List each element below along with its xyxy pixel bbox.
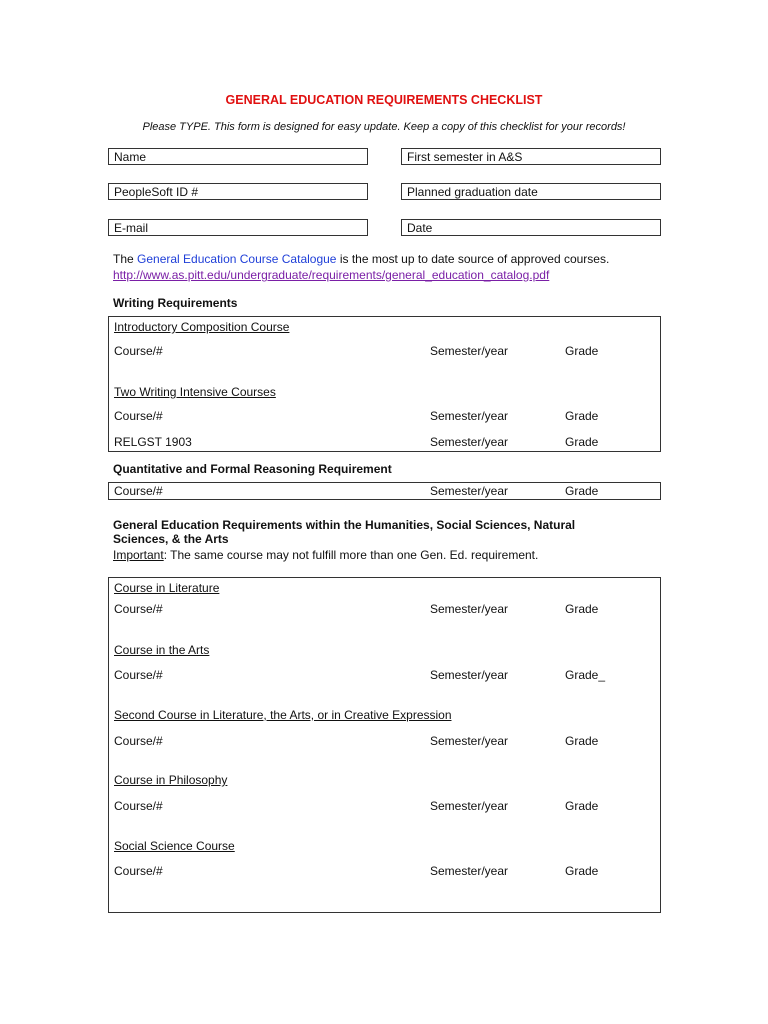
course-label: Course/#: [114, 602, 163, 616]
important-text: : The same course may not fulfill more than one Gen. Ed. requirement.: [163, 548, 539, 562]
email-field[interactable]: E-mail: [108, 219, 368, 236]
course-label: Course/#: [114, 409, 163, 423]
grade-label: Grade: [565, 344, 599, 358]
catalogue-note: [113, 252, 673, 266]
first-semester-field[interactable]: First semester in A&S: [401, 148, 661, 165]
gened-row: [114, 734, 654, 750]
grade-label: Grade: [565, 799, 599, 813]
graduation-date-field[interactable]: Planned graduation date: [401, 183, 661, 200]
grade-label: Grade: [565, 602, 599, 616]
second-course-label: Second Course in Literature, the Arts, or in Creative Expression: [114, 708, 452, 722]
semester-label: Semester/year: [430, 602, 509, 616]
instructions: Please TYPE. This form is designed for easy update. Keep a copy of this checklist for your records!: [142, 121, 626, 133]
page-title: GENERAL EDUCATION REQUIREMENTS CHECKLIST: [225, 93, 543, 107]
course-label: Course/#: [114, 484, 163, 498]
gened-heading: General Education Requirements within the Humanities, Social Sciences, Natural Sciences, & the Arts: [113, 518, 576, 546]
name-field[interactable]: Name: [108, 148, 368, 165]
writing-row: [114, 409, 654, 425]
gened-row: [114, 864, 654, 880]
course-label: Course/#: [114, 734, 163, 748]
semester-label: Semester/year: [430, 668, 509, 682]
gened-row: [114, 602, 654, 618]
course-label: Course/#: [114, 668, 163, 682]
semester-label: Semester/year: [430, 435, 509, 449]
intro-composition-label: Introductory Composition Course: [114, 320, 290, 334]
catalogue-prefix: The: [113, 252, 138, 266]
writing-box: [108, 316, 661, 452]
grade-label: Grade: [565, 484, 599, 498]
semester-label: Semester/year: [430, 344, 509, 358]
peoplesoft-id-field[interactable]: PeopleSoft ID #: [108, 183, 368, 200]
course-label: Course/#: [114, 799, 163, 813]
relgst-row: [114, 435, 654, 451]
writing-row: [114, 344, 654, 360]
quant-heading: Quantitative and Formal Reasoning Requirement: [113, 462, 392, 476]
important-note: [113, 548, 538, 562]
grade-label: Grade: [565, 734, 599, 748]
important-label: Important: [113, 548, 164, 562]
gened-box: [108, 577, 661, 913]
arts-label: Course in the Arts: [114, 643, 210, 657]
semester-label: Semester/year: [430, 484, 509, 498]
catalogue-link[interactable]: General Education Course Catalogue: [137, 252, 337, 266]
grade-label: Grade: [565, 435, 599, 449]
gened-row: [114, 668, 654, 684]
writing-heading: Writing Requirements: [113, 296, 238, 310]
quant-box: [108, 482, 661, 500]
semester-label: Semester/year: [430, 864, 509, 878]
grade-label: Grade: [565, 409, 599, 423]
course-label: Course/#: [114, 344, 163, 358]
semester-label: Semester/year: [430, 734, 509, 748]
gened-row: [114, 799, 654, 815]
social-science-label: Social Science Course: [114, 839, 235, 853]
semester-label: Semester/year: [430, 409, 509, 423]
semester-label: Semester/year: [430, 799, 509, 813]
philosophy-label: Course in Philosophy: [114, 773, 228, 787]
course-label: Course/#: [114, 864, 163, 878]
two-writing-label: Two Writing Intensive Courses: [114, 385, 276, 399]
grade-label: Grade_: [565, 668, 606, 682]
catalogue-suffix: is the most up to date source of approved courses.: [336, 252, 610, 266]
grade-label: Grade: [565, 864, 599, 878]
date-field[interactable]: Date: [401, 219, 661, 236]
quant-row: [114, 484, 654, 500]
literature-label: Course in Literature: [114, 581, 220, 595]
catalogue-url[interactable]: http://www.as.pitt.edu/undergraduate/requirements/general_education_catalog.pdf: [113, 268, 550, 282]
relgst-course: RELGST 1903: [114, 435, 192, 449]
